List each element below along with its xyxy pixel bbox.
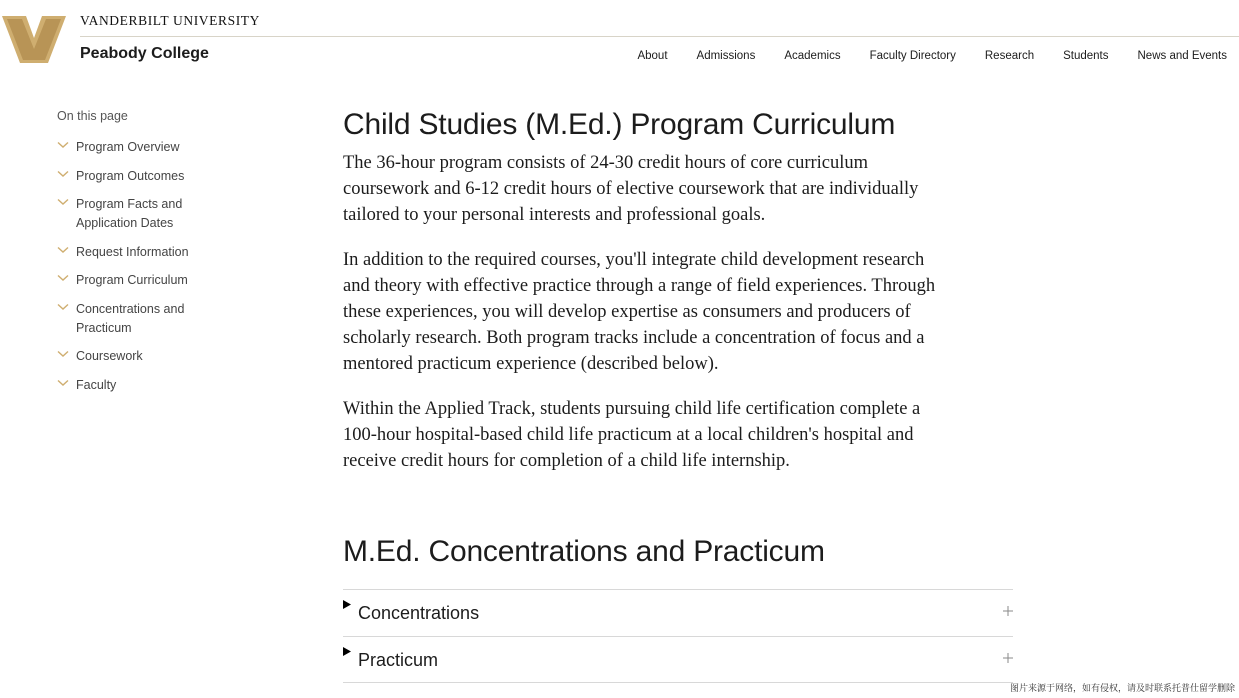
paragraph-line: receive credit hours for completion of a child life internship. (343, 451, 790, 471)
paragraph-line: 100-hour hospital-based child life practicum at a local children's hospital and (343, 425, 914, 445)
sidebar-title: On this page (57, 109, 128, 123)
sidebar-item-label-line2: Practicum (76, 320, 132, 335)
university-name[interactable]: VANDERBILT UNIVERSITY (80, 13, 260, 28)
disclosure-triangle-icon (343, 600, 351, 609)
nav-research[interactable]: Research (984, 50, 1035, 62)
section-heading-concentrations: M.Ed. Concentrations and Practicum (343, 535, 825, 568)
sidebar-item-label-line2: Application Dates (76, 216, 174, 230)
sidebar-item-program-outcomes[interactable] (57, 167, 257, 186)
chevron-down-icon (57, 198, 69, 206)
paragraph-line: and theory with effective practice through a range of field experiences. Through (343, 276, 936, 296)
paragraph-line: In addition to the required courses, you'll integrate child development research (343, 250, 925, 270)
chevron-down-icon (57, 246, 69, 254)
sidebar-item-label: Program Overview (76, 140, 180, 154)
main-nav (637, 50, 1227, 62)
disclosure-triangle-icon (343, 647, 351, 656)
nav-faculty-directory[interactable]: Faculty Directory (869, 50, 956, 62)
nav-about[interactable]: About (637, 50, 668, 62)
sidebar-item-concentrations-and-practicum[interactable] (57, 300, 257, 338)
main-content (343, 108, 1015, 568)
accordion-label: Practicum (358, 650, 439, 670)
paragraph-line: scholarly research. Both program tracks include a concentration of focus and a (343, 328, 925, 348)
nav-students[interactable]: Students (1063, 50, 1109, 62)
paragraph-line: mentored practicum experience (described below). (343, 354, 719, 374)
paragraph-line: The 36-hour program consists of 24-30 credit hours of core curriculum (343, 153, 869, 173)
paragraph-line: these experiences, you will develop expertise as consumers and producers of (343, 302, 911, 322)
curriculum-paragraph-2 (343, 247, 1015, 377)
nav-admissions[interactable]: Admissions (696, 50, 756, 62)
page-title: Child Studies (M.Ed.) Program Curriculum (343, 108, 896, 141)
sidebar-item-label: Program Outcomes (76, 168, 185, 183)
accordion-item-practicum[interactable] (343, 636, 1013, 683)
sidebar-item-faculty[interactable] (57, 376, 257, 395)
nav-academics[interactable]: Academics (784, 50, 841, 62)
sidebar-item-program-overview[interactable] (57, 138, 257, 157)
curriculum-paragraph-3 (343, 396, 1015, 474)
image-source-watermark: 图片来源于网络，如有侵权，请及时联系托普仕留学删除 (1009, 683, 1235, 693)
curriculum-paragraph-1 (343, 150, 1015, 228)
chevron-down-icon (57, 350, 69, 358)
college-name[interactable]: Peabody College (80, 45, 209, 62)
plus-icon[interactable] (1003, 653, 1013, 663)
paragraph-line: Within the Applied Track, students pursuing child life certification complete a (343, 399, 921, 419)
header-divider (80, 36, 1239, 37)
chevron-down-icon (57, 274, 69, 282)
sidebar-item-label: Program Curriculum (76, 273, 188, 287)
sidebar-item-program-curriculum[interactable] (57, 271, 257, 290)
concentrations-accordion (343, 589, 1013, 683)
sidebar-item-label: Request Information (76, 244, 189, 259)
on-this-page-sidebar (57, 109, 257, 404)
sidebar-item-label: Program Facts and (76, 197, 183, 211)
chevron-down-icon (57, 303, 69, 311)
paragraph-line: coursework and 6-12 credit hours of elective coursework that are individually (343, 179, 919, 199)
sidebar-item-coursework[interactable] (57, 347, 257, 366)
vanderbilt-v-logo-icon[interactable] (2, 16, 66, 64)
sidebar-item-program-facts[interactable] (57, 195, 257, 233)
paragraph-line: tailored to your personal interests and professional goals. (343, 205, 766, 225)
nav-news-and-events[interactable]: News and Events (1137, 50, 1227, 62)
chevron-down-icon (57, 379, 69, 387)
sidebar-item-label: Coursework (76, 349, 143, 363)
plus-icon[interactable] (1003, 606, 1013, 616)
chevron-down-icon (57, 170, 69, 178)
sidebar-item-request-information[interactable] (57, 243, 257, 262)
accordion-label: Concentrations (358, 603, 480, 623)
accordion-item-concentrations[interactable] (343, 589, 1013, 636)
chevron-down-icon (57, 141, 69, 149)
sidebar-item-label: Faculty (76, 377, 117, 392)
sidebar-item-label: Concentrations and (76, 301, 185, 316)
